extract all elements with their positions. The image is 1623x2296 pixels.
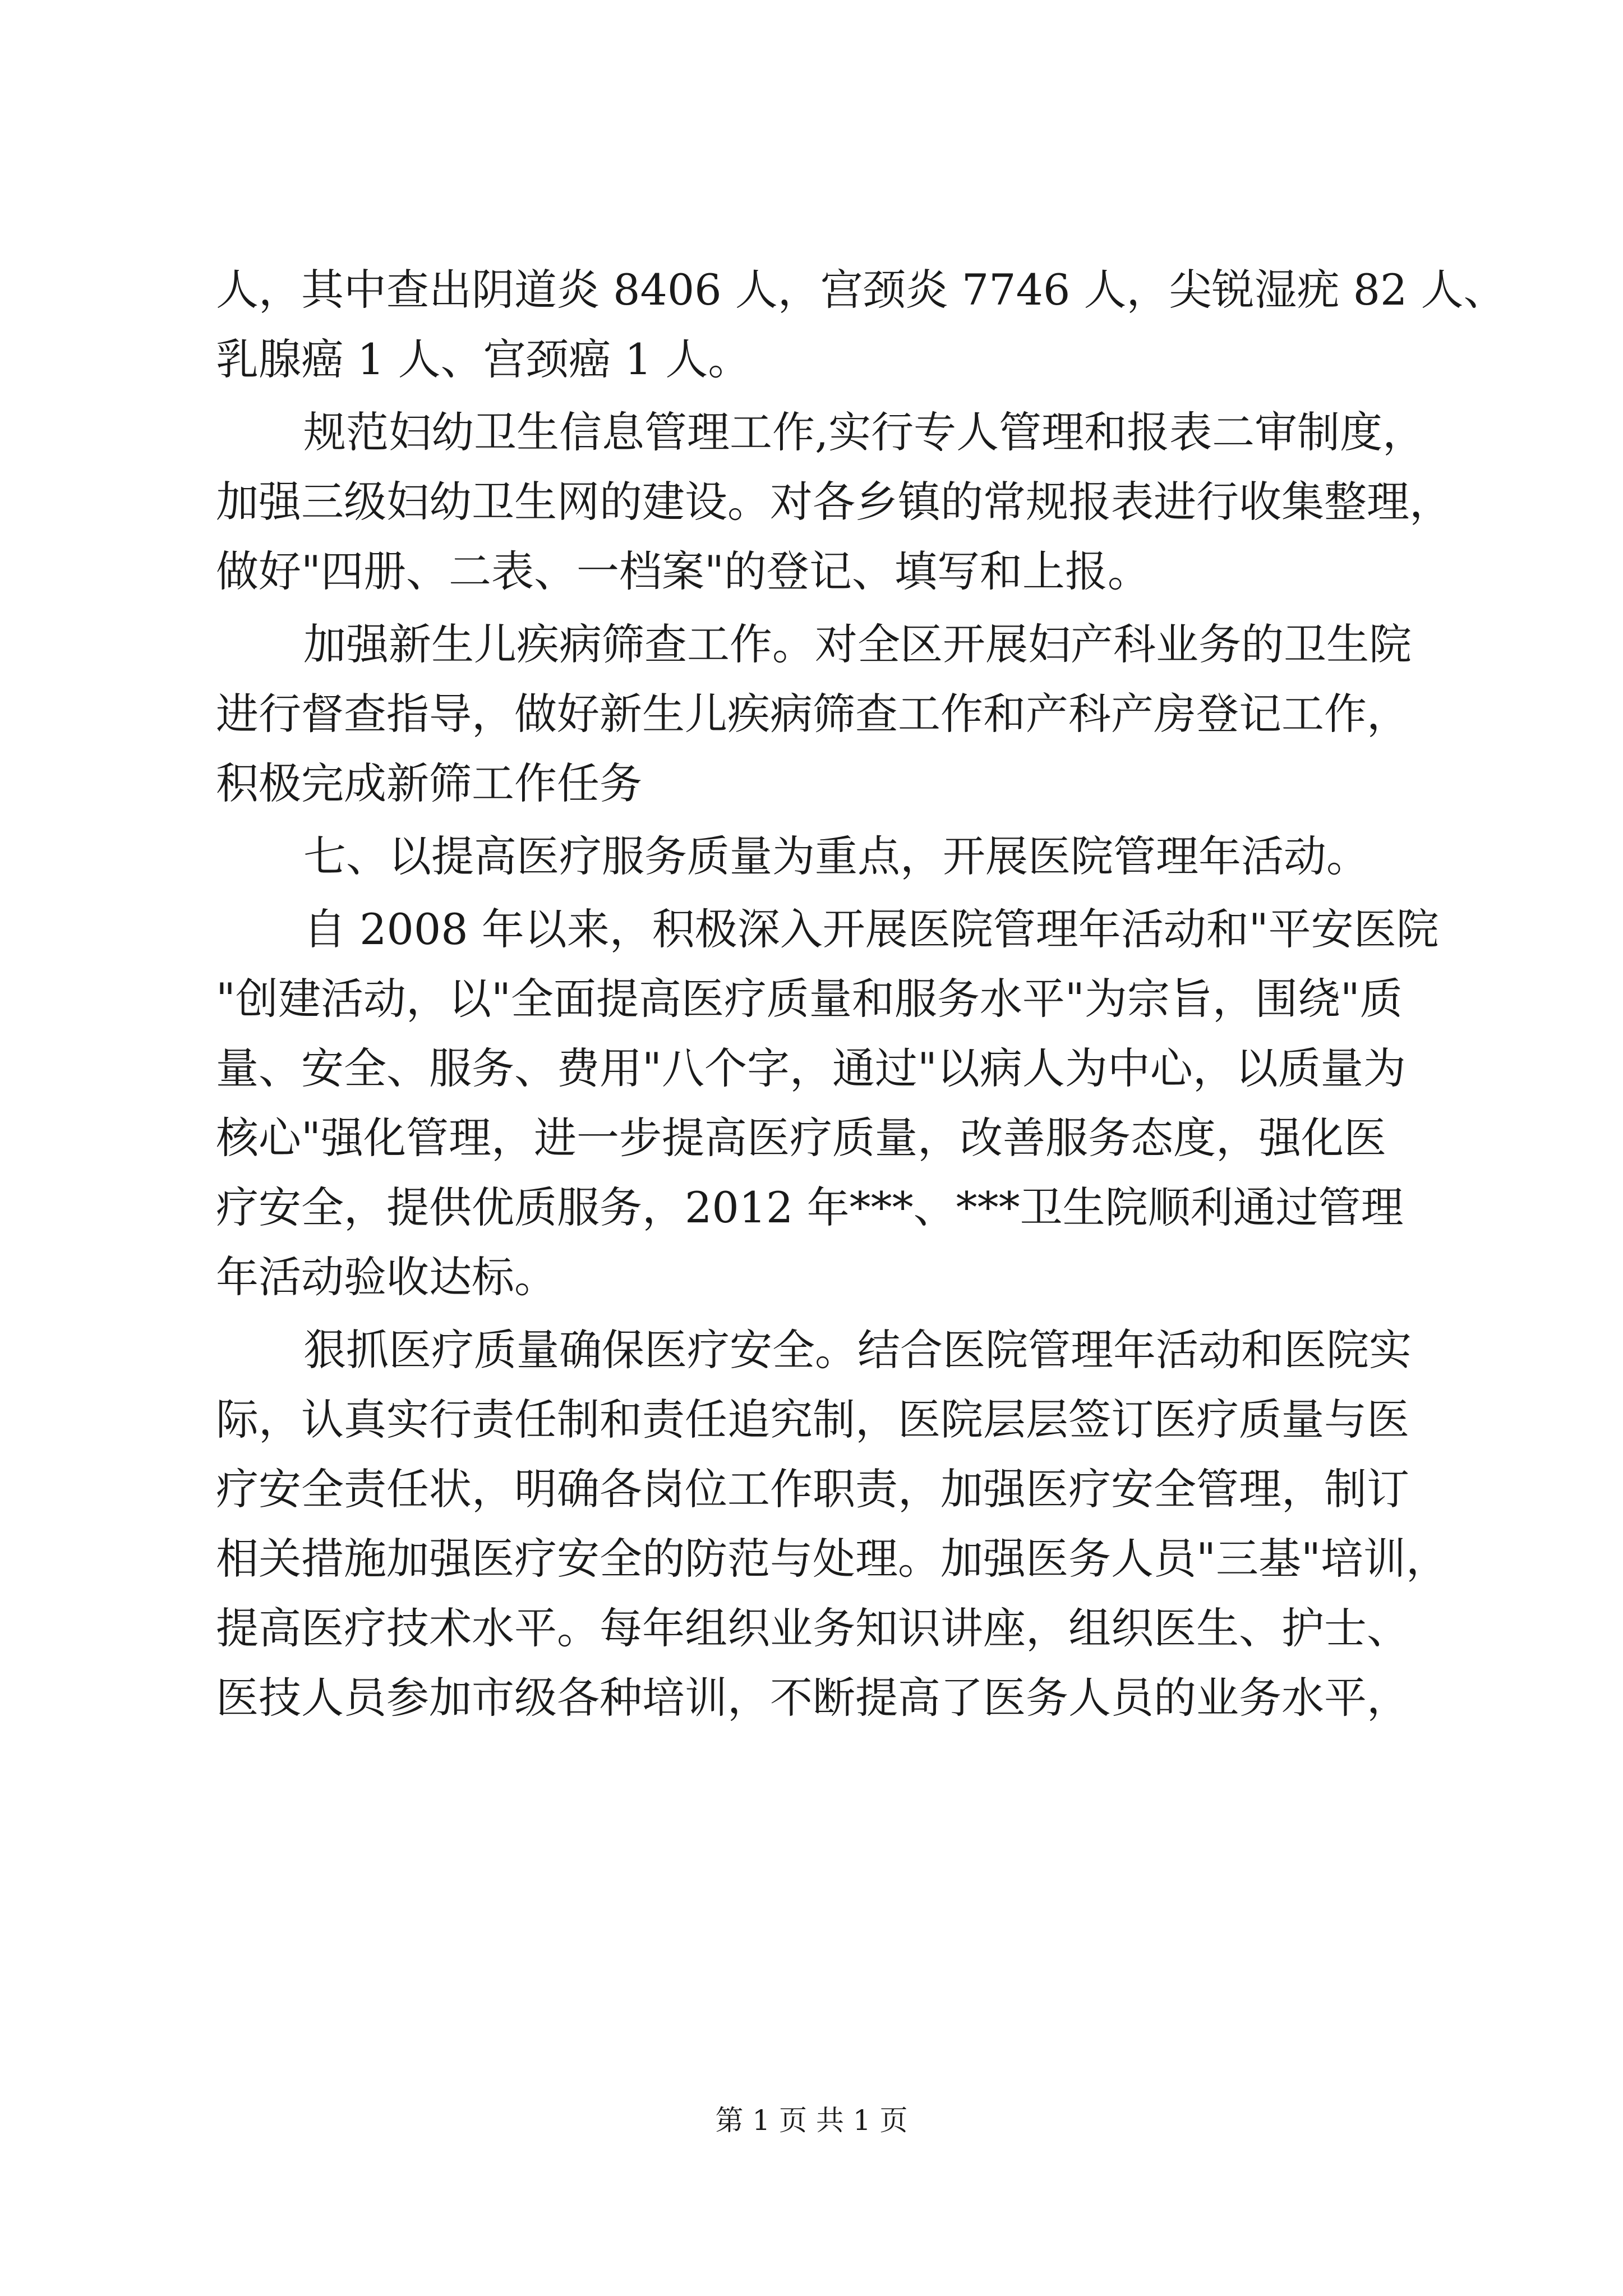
text-line: 医技人员参加市级各种培训，不断提高了医务人员的业务水平， [216,1673,1409,1723]
text-line: 相关措施加强医疗安全的防范与处理。加强医务人员"三基"培训， [216,1534,1449,1584]
text-line: 进行督查指导，做好新生儿疾病筛查工作和产科产房登记工作， [216,689,1409,739]
text-line: 年活动验收达标。 [216,1252,557,1302]
text-line: 做好"四册、二表、一档案"的登记、填写和上报。 [216,546,1150,596]
text-line: 际，认真实行责任制和责任追究制，医院层层签订医疗质量与医 [216,1395,1409,1444]
text-line: "创建活动，以"全面提高医疗质量和服务水平"为宗旨，围绕"质 [216,974,1403,1024]
text-line: 提高医疗技术水平。每年组织业务知识讲座，组织医生、护士、 [216,1603,1409,1653]
paragraph-start-line: 自 2008 年以来，积极深入开展医院管理年活动和"平安医院 [303,904,1439,954]
paragraph-start-line: 加强新生儿疾病筛查工作。对全区开展妇产科业务的卫生院 [303,619,1412,669]
paragraph-start-line: 狠抓医疗质量确保医疗安全。结合医院管理年活动和医院实 [303,1325,1412,1375]
paragraph-start-line: 规范妇幼卫生信息管理工作,实行专人管理和报表二审制度， [303,407,1426,457]
text-line: 加强三级妇幼卫生网的建设。对各乡镇的常规报表进行收集整理， [216,477,1452,527]
document-body [216,255,1506,1733]
text-line: 核心"强化管理，进一步提高医疗质量，改善服务态度，强化医 [216,1113,1386,1163]
text-line: 疗安全，提供优质服务，2012 年***、***卫生院顺利通过管理 [216,1182,1404,1232]
text-line: 疗安全责任状，明确各岗位工作职责，加强医疗安全管理，制订 [216,1464,1409,1514]
text-line: 人，其中查出阴道炎 8406 人，宫颈炎 7746 人，尖锐湿疣 82 人、 [216,265,1506,315]
text-line: 积极完成新筛工作任务 [216,758,642,808]
text-line: 乳腺癌 1 人、宫颈癌 1 人。 [216,334,751,384]
page-number-footer: 第 1 页 共 1 页 [715,2104,908,2137]
text-line: 量、安全、服务、费用"八个字，通过"以病人为中心，以质量为 [216,1043,1406,1093]
section-heading: 七、以提高医疗服务质量为重点，开展医院管理年活动。 [303,831,1369,881]
